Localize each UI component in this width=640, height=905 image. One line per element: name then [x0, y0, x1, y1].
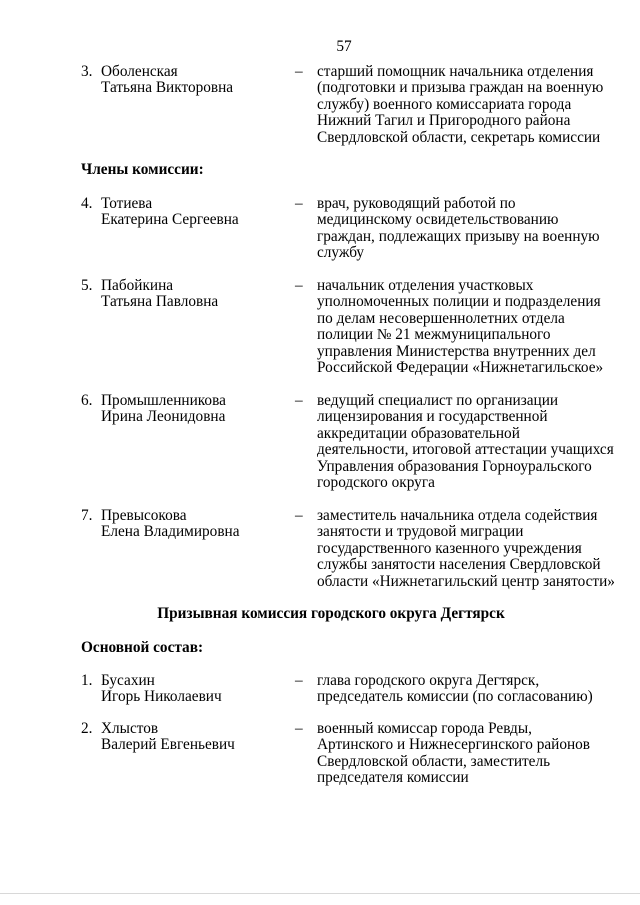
surname: Промышленникова — [101, 392, 226, 409]
entry-number: 1. — [81, 672, 93, 689]
person-name — [101, 721, 281, 754]
position-description: врач, руководящий работой по медицинскому освидетельствованию граждан, подлежащих призыву на военную службу — [317, 195, 600, 262]
given-names: Валерий Евгеньевич — [101, 736, 235, 754]
position-description: заместитель начальника отдела содействия занятости и трудовой миграции государственного казенного учреждения службы занятости населения Свердловской области «Нижнетагильский центр занятости» — [317, 507, 615, 590]
dash: – — [295, 720, 303, 737]
members-heading: Члены комиссии: — [81, 161, 204, 178]
surname: Превысокова — [101, 507, 187, 524]
dash: – — [295, 672, 303, 689]
page-number: 57 — [336, 38, 352, 55]
dash: – — [295, 507, 303, 524]
given-names: Ирина Леонидовна — [101, 408, 226, 426]
position-description: ведущий специалист по организации лицензирования и государственной аккредитации образовательной деятельности, итоговой аттестации учащихся Управления образования Горноуральского городского округа — [317, 392, 614, 492]
surname: Тотиева — [101, 195, 153, 212]
entry-number: 2. — [81, 720, 93, 737]
person-name — [101, 393, 281, 426]
given-names: Елена Владимировна — [101, 523, 240, 541]
person-name — [101, 508, 281, 541]
given-names: Татьяна Павловна — [101, 293, 219, 311]
surname: Хлыстов — [101, 720, 159, 737]
position-description: начальник отделения участковых уполномоченных полиции и подразделения по делам несовершеннолетних отдела полиции № 21 межмуниципального управления Министерства внутренних дел Российской Федерации «Нижнетагильское» — [317, 277, 604, 377]
dash: – — [295, 277, 303, 294]
person-name — [101, 64, 281, 97]
surname: Бусахин — [101, 672, 155, 689]
position-description: глава городского округа Дегтярск, председатель комиссии (по согласованию) — [317, 672, 593, 706]
person-name — [101, 673, 281, 706]
person-name — [101, 196, 281, 229]
surname: Оболенская — [101, 63, 178, 80]
dash: – — [295, 63, 303, 80]
main-composition-heading: Основной состав: — [81, 639, 204, 656]
person-name — [101, 278, 281, 311]
entry-number: 4. — [81, 195, 93, 212]
position-description: военный комиссар города Ревды, Артинского и Нижнесергинского районов Свердловской области, заместитель председателя комиссии — [317, 720, 591, 787]
dash: – — [295, 195, 303, 212]
entry-number: 7. — [81, 507, 93, 524]
entry-number: 6. — [81, 392, 93, 409]
given-names: Игорь Николаевич — [101, 688, 222, 706]
dash: – — [295, 392, 303, 409]
given-names: Татьяна Викторовна — [101, 79, 234, 97]
section-heading: Призывная комиссия городского округа Дегтярск — [157, 605, 505, 622]
surname: Пабойкина — [101, 277, 174, 294]
entry-number: 3. — [81, 63, 93, 80]
entry-number: 5. — [81, 277, 93, 294]
page-edge-divider — [0, 893, 640, 894]
given-names: Екатерина Сергеевна — [101, 211, 239, 229]
position-description: старший помощник начальника отделения (подготовки и призыва граждан на военную службу) военного комиссариата города Нижний Тагил и Пригородного района Свердловской области, секретарь комиссии — [317, 63, 604, 146]
